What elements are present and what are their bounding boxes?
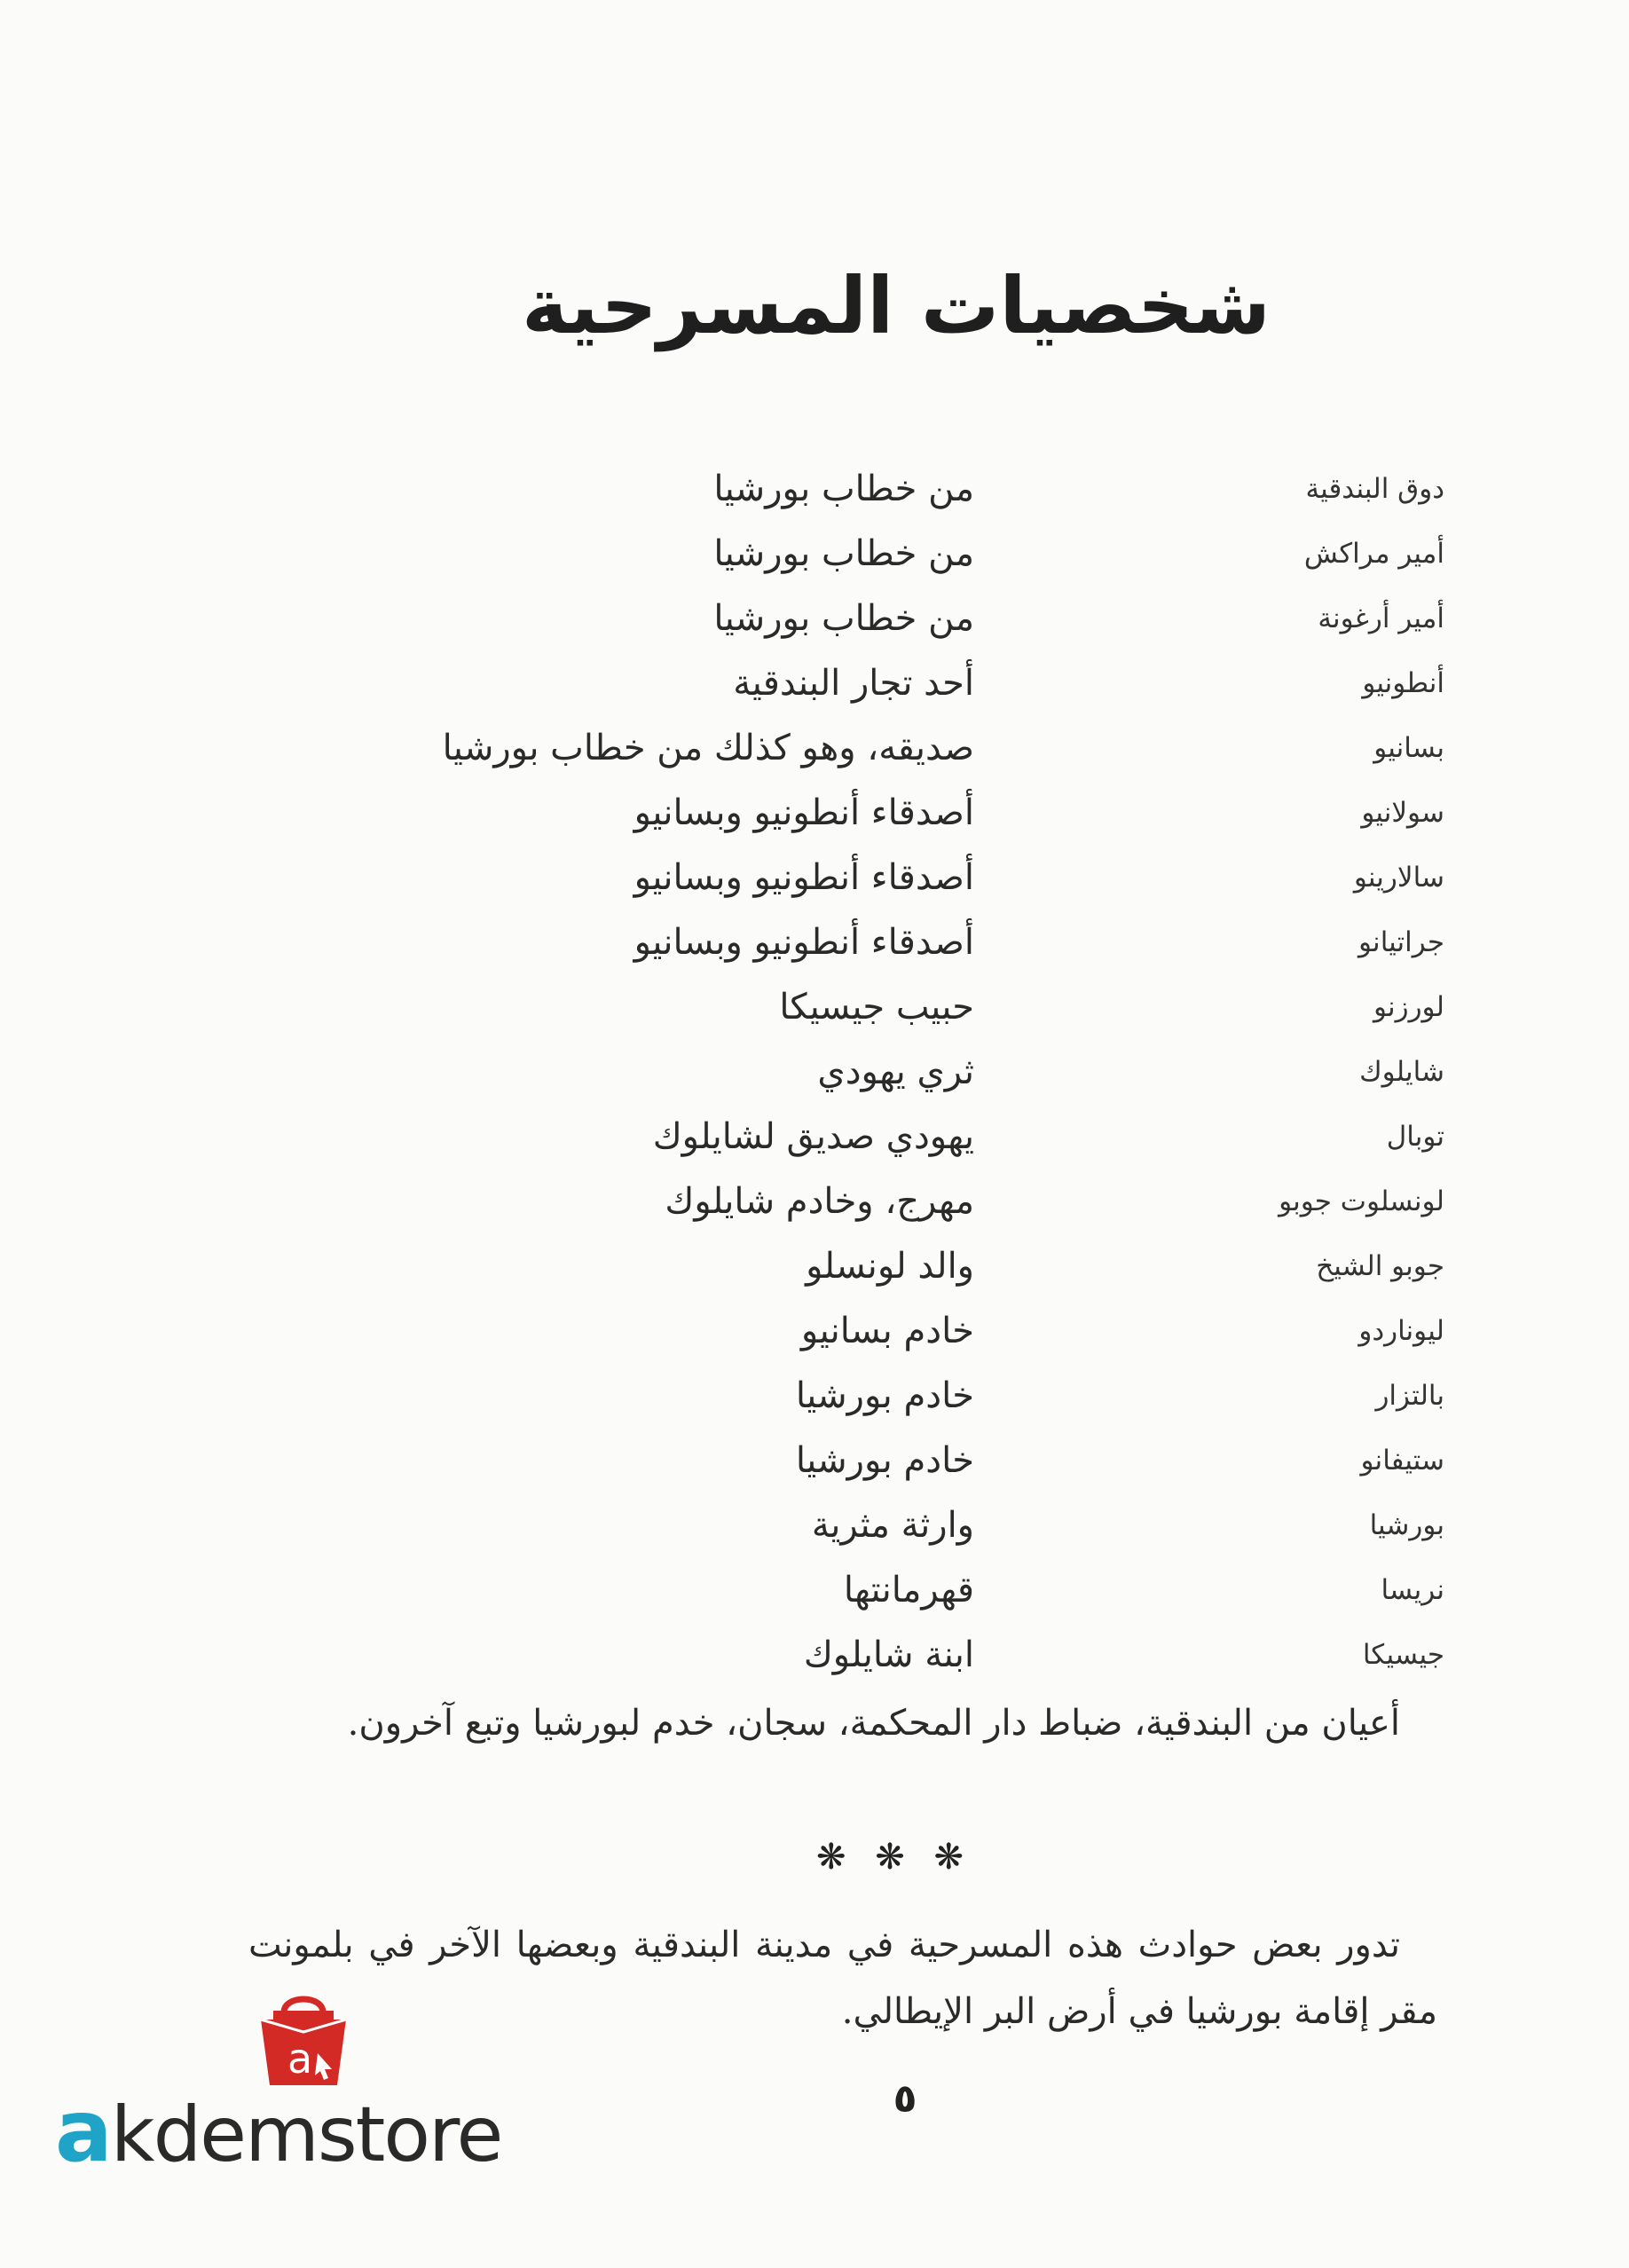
cast-row — [0, 1429, 1629, 1493]
cast-role: بورشيا — [1369, 1509, 1444, 1541]
cast-description: أصدقاء أنطونيو وبسانيو — [634, 922, 974, 963]
cast-description: قهرمانتها — [843, 1570, 974, 1610]
cast-row — [0, 910, 1629, 975]
cast-row — [0, 1364, 1629, 1429]
cast-role: سالارينو — [1353, 862, 1444, 894]
cast-row — [0, 1299, 1629, 1364]
cast-role: شايلوك — [1359, 1056, 1444, 1088]
cast-role: نريسا — [1381, 1574, 1444, 1606]
cast-row — [0, 457, 1629, 522]
badge-letter: a — [287, 2035, 313, 2083]
section-separator: ❋ ❋ ❋ — [816, 1837, 972, 1878]
cast-role: أمير مراكش — [1303, 538, 1444, 570]
cast-role: أنطونيو — [1362, 667, 1444, 699]
cast-role: جوبو الشيخ — [1316, 1250, 1444, 1282]
cast-description: خادم بورشيا — [795, 1375, 974, 1416]
cast-list — [0, 457, 1629, 1688]
shopping-bag-icon — [232, 1988, 374, 2094]
cast-description: وارثة مثرية — [811, 1505, 974, 1546]
extras-paragraph: أعيان من البندقية، ضباط دار المحكمة، سجان، خدم لبورشيا وتبع آخرون. — [347, 1703, 1400, 1744]
page-title: شخصيات المسرحية — [522, 260, 1271, 351]
cast-role: أمير أرغونة — [1318, 602, 1444, 634]
cast-description: خادم بسانيو — [800, 1311, 974, 1351]
cast-role: بسانيو — [1373, 732, 1444, 764]
cast-description: ثري يهودي — [817, 1051, 974, 1092]
cast-description: صديقه، وهو كذلك من خطاب بورشيا — [442, 728, 974, 768]
cast-description: خادم بورشيا — [795, 1440, 974, 1481]
cast-row — [0, 716, 1629, 781]
cast-description: أحد تجار البندقية — [733, 663, 974, 704]
cast-description: ابنة شايلوك — [803, 1634, 974, 1675]
logo-wordmark — [55, 2082, 502, 2181]
cast-row — [0, 1105, 1629, 1169]
cast-description: أصدقاء أنطونيو وبسانيو — [634, 792, 974, 833]
cast-description: والد لونسلو — [806, 1246, 974, 1287]
cast-row — [0, 1234, 1629, 1299]
cast-role: بالتزار — [1375, 1380, 1444, 1412]
cast-row — [0, 1493, 1629, 1558]
cast-role: لورزنو — [1373, 991, 1444, 1023]
cast-role: ليوناردو — [1358, 1315, 1444, 1347]
cast-row — [0, 522, 1629, 587]
cast-role: جراتيانو — [1358, 926, 1444, 958]
logo-text: kdemstore — [110, 2091, 502, 2179]
cast-row — [0, 587, 1629, 651]
cast-row — [0, 1169, 1629, 1234]
cast-row — [0, 975, 1629, 1040]
cast-description: من خطاب بورشيا — [713, 533, 974, 574]
akdemstore-logo — [55, 1988, 516, 2181]
cast-row — [0, 651, 1629, 716]
cast-description: من خطاب بورشيا — [713, 598, 974, 639]
setting-paragraph: تدور بعض حوادث هذه المسرحية في مدينة البندقية وبعضها الآخر في بلمونت مقر إقامة بورشيا في أرض البر الإيطالي. — [248, 1925, 1437, 2032]
page-number: ٥ — [893, 2076, 917, 2122]
cast-role: لونسلوت جوبو — [1279, 1185, 1444, 1217]
cast-description: مهرج، وخادم شايلوك — [665, 1181, 974, 1222]
cast-row — [0, 846, 1629, 910]
cast-description: أصدقاء أنطونيو وبسانيو — [634, 857, 974, 898]
cast-description: من خطاب بورشيا — [713, 469, 974, 509]
cast-description: يهودي صديق لشايلوك — [652, 1116, 974, 1157]
cast-description: حبيب جيسيكا — [779, 987, 974, 1028]
cast-role: دوق البندقية — [1305, 473, 1444, 505]
cast-row — [0, 1623, 1629, 1688]
cast-row — [0, 1558, 1629, 1623]
cast-row — [0, 781, 1629, 846]
cast-role: توبال — [1386, 1121, 1444, 1153]
cast-role: ستيفانو — [1360, 1445, 1444, 1477]
logo-letter-a: a — [55, 2082, 111, 2181]
cast-role: جيسيكا — [1362, 1639, 1444, 1671]
cast-row — [0, 1040, 1629, 1105]
cast-role: سولانيو — [1361, 797, 1444, 829]
